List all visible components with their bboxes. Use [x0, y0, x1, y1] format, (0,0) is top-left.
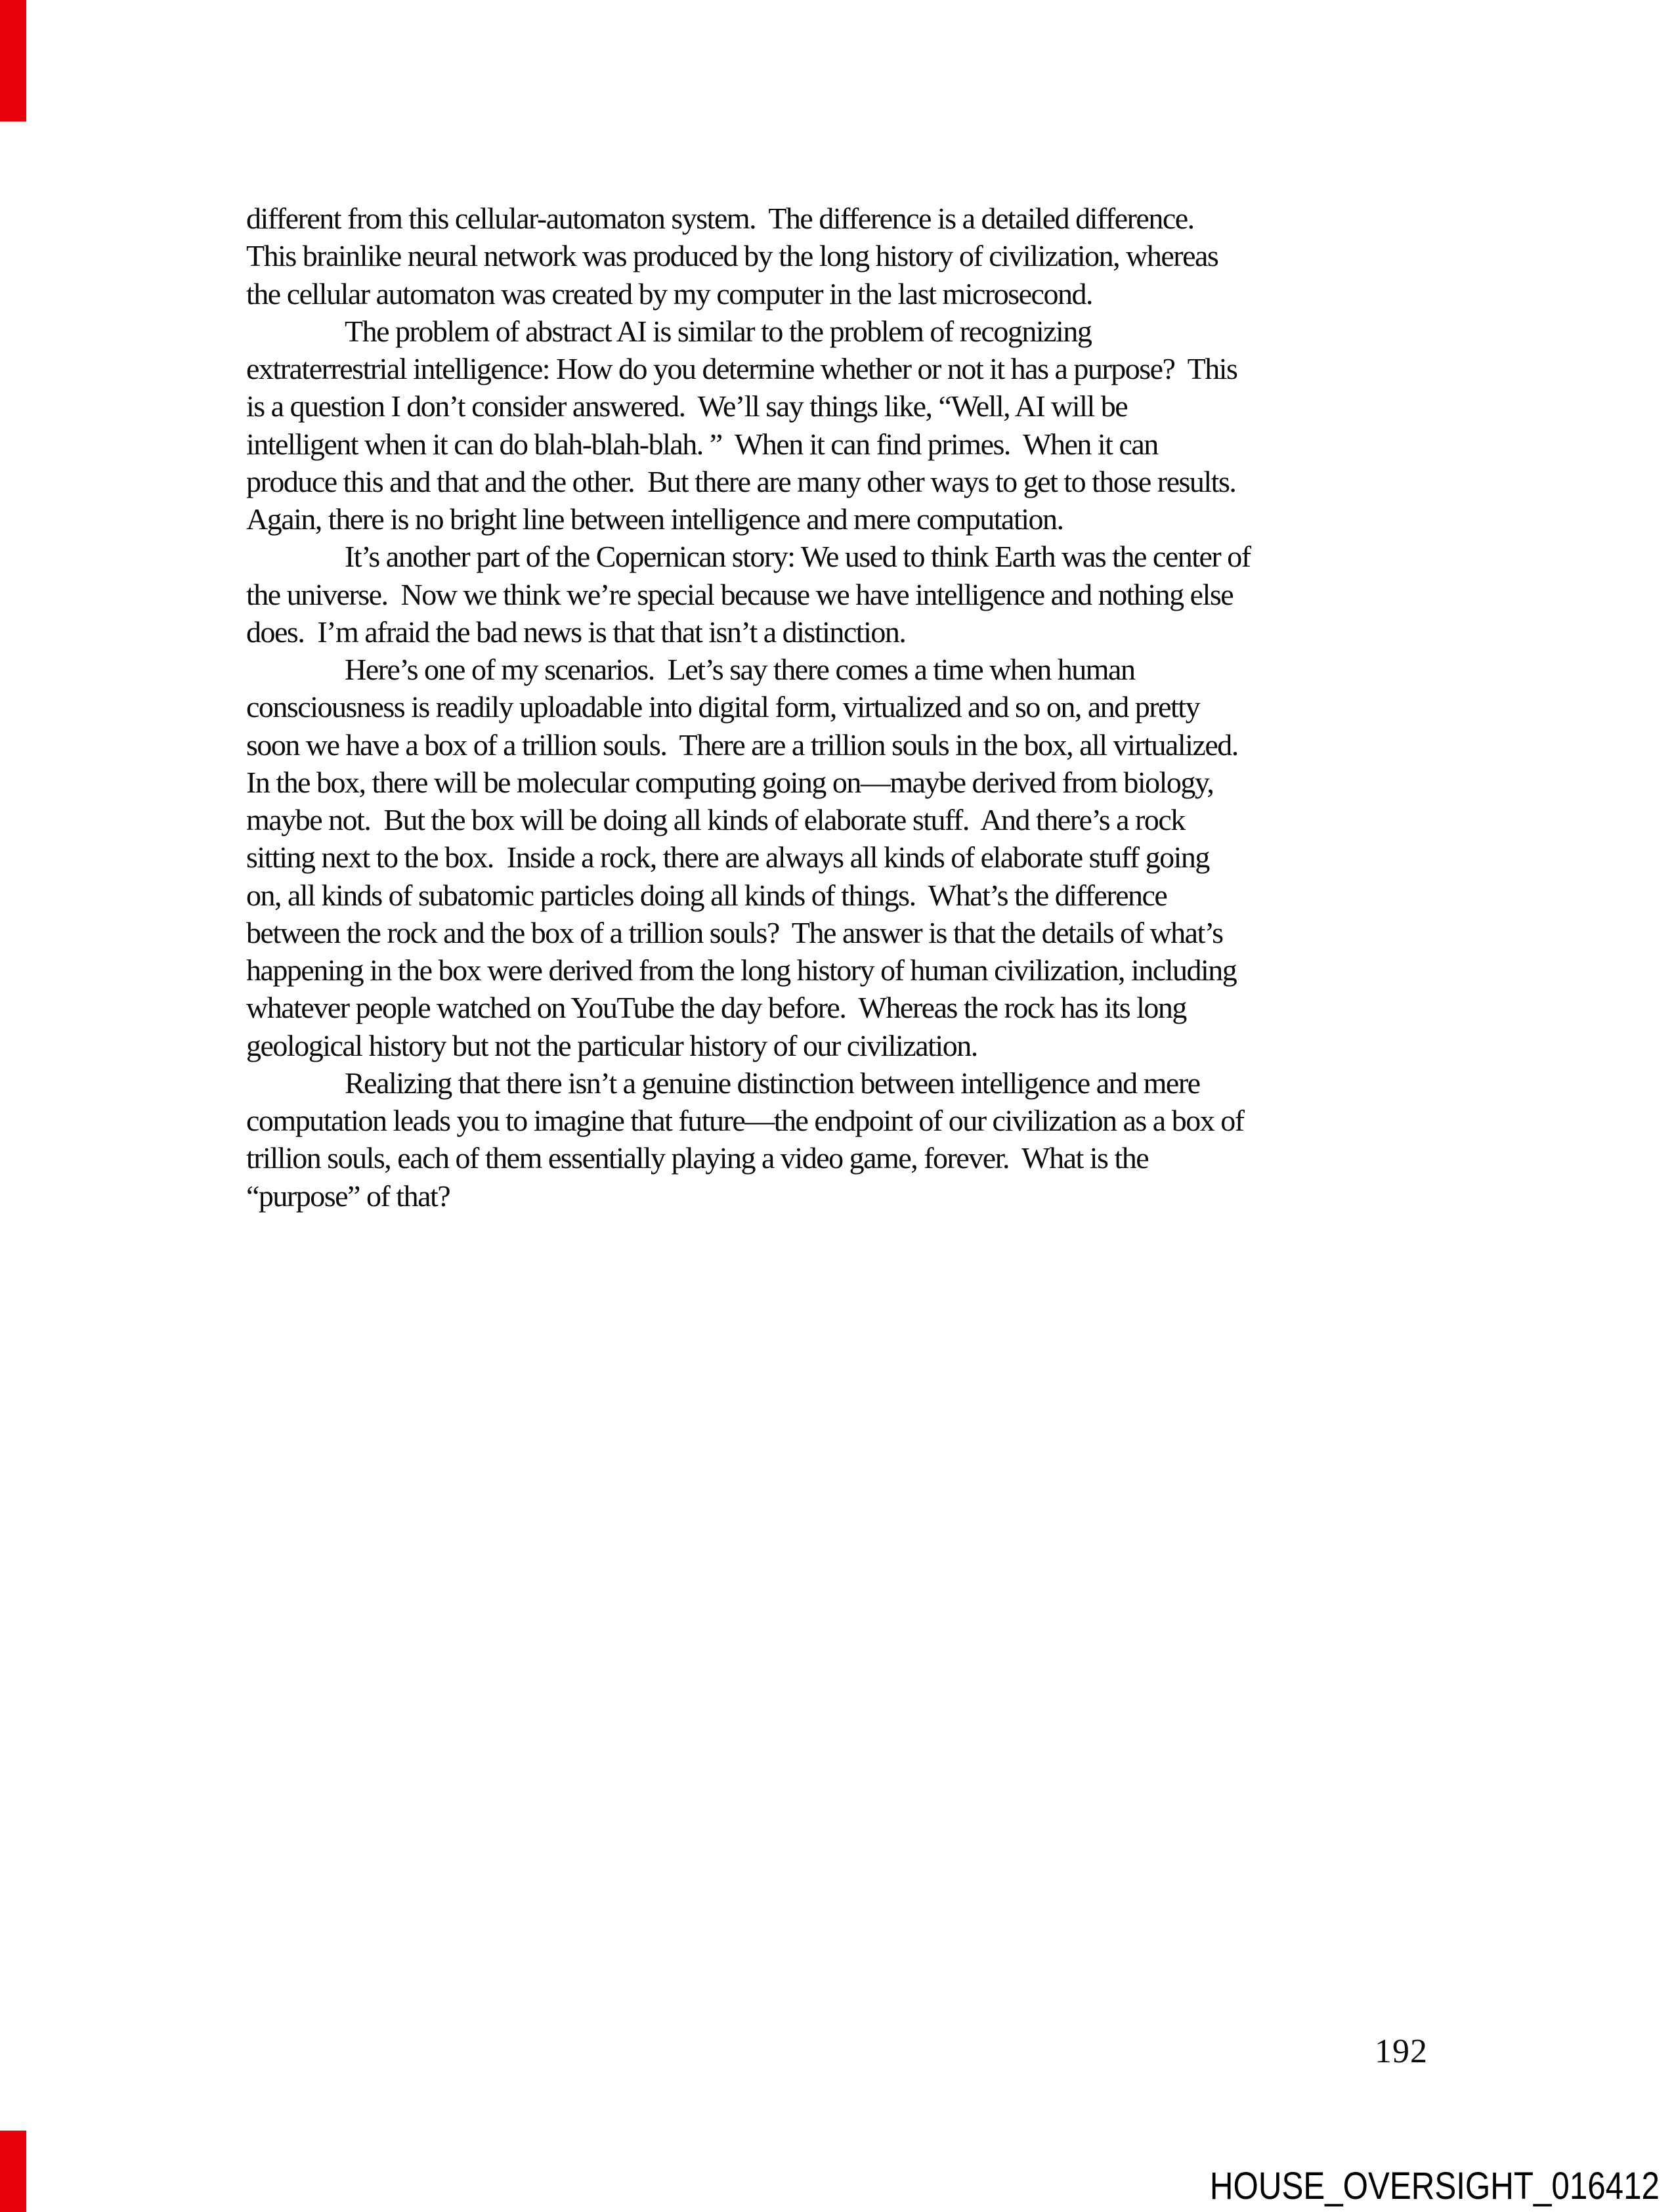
text-line: the universe. Now we think we’re special because we have intelligence and nothing else — [246, 577, 1234, 611]
text-line: trillion souls, each of them essentially playing a video game, forever. What is the — [246, 1141, 1149, 1175]
text-line: The problem of abstract AI is similar to the problem of recognizing — [345, 314, 1092, 348]
text-line: whatever people watched on YouTube the day before. Whereas the rock has its long — [246, 991, 1186, 1025]
text-line: different from this cellular-automaton system. The difference is a detailed difference. — [246, 202, 1194, 235]
text-line: produce this and that and the other. But there are many other ways to get to those results. — [246, 464, 1236, 498]
text-line: This brainlike neural network was produced by the long history of civilization, whereas — [246, 239, 1218, 273]
text-line: soon we have a box of a trillion souls. There are a trillion souls in the box, all virtualized. — [246, 727, 1238, 762]
text-line: maybe not. But the box will be doing all kinds of elaborate stuff. And there’s a rock — [246, 803, 1185, 836]
scan-artifact-bar-top — [0, 0, 26, 121]
body-text — [246, 200, 1431, 1215]
text-line: In the box, there will be molecular computing going on—maybe derived from biology, — [246, 765, 1214, 799]
page-number: 192 — [1375, 2033, 1428, 2070]
scan-artifact-bar-bottom — [0, 2131, 26, 2212]
text-line: happening in the box were derived from the long history of human civilization, including — [246, 953, 1237, 987]
text-line: extraterrestrial intelligence: How do you determine whether or not it has a purpose? This — [246, 352, 1237, 385]
text-line: “purpose” of that? — [246, 1179, 450, 1213]
text-line: on, all kinds of subatomic particles doing all kinds of things. What’s the difference — [246, 878, 1167, 912]
text-line: between the rock and the box of a trillion souls? The answer is that the details of what’s — [246, 915, 1223, 949]
text-line: the cellular automaton was created by my computer in the last microsecond. — [246, 276, 1092, 311]
text-line: computation leads you to imagine that future—the endpoint of our civilization as a box of — [246, 1104, 1244, 1137]
text-line: Realizing that there isn’t a genuine distinction between intelligence and mere — [345, 1066, 1200, 1100]
text-line: It’s another part of the Copernican story: We used to think Earth was the center of — [345, 540, 1251, 574]
text-line: consciousness is readily uploadable into digital form, virtualized and so on, and pretty — [246, 690, 1200, 724]
text-line: sitting next to the box. Inside a rock, there are always all kinds of elaborate stuff going — [246, 840, 1209, 875]
text-line: Here’s one of my scenarios. Let’s say there comes a time when human — [345, 653, 1135, 686]
text-line: geological history but not the particular history of our civilization. — [246, 1028, 977, 1062]
text-line: does. I’m afraid the bad news is that that isn’t a distinction. — [246, 615, 906, 649]
text-line: is a question I don’t consider answered. We’ll say things like, “Well, AI will be — [246, 389, 1128, 423]
bates-stamp: HOUSE_OVERSIGHT_016412 — [1209, 2165, 1660, 2207]
text-line: intelligent when it can do blah-blah-blah. ” When it can find primes. When it can — [246, 427, 1158, 461]
text-line: Again, there is no bright line between intelligence and mere computation. — [246, 502, 1063, 536]
